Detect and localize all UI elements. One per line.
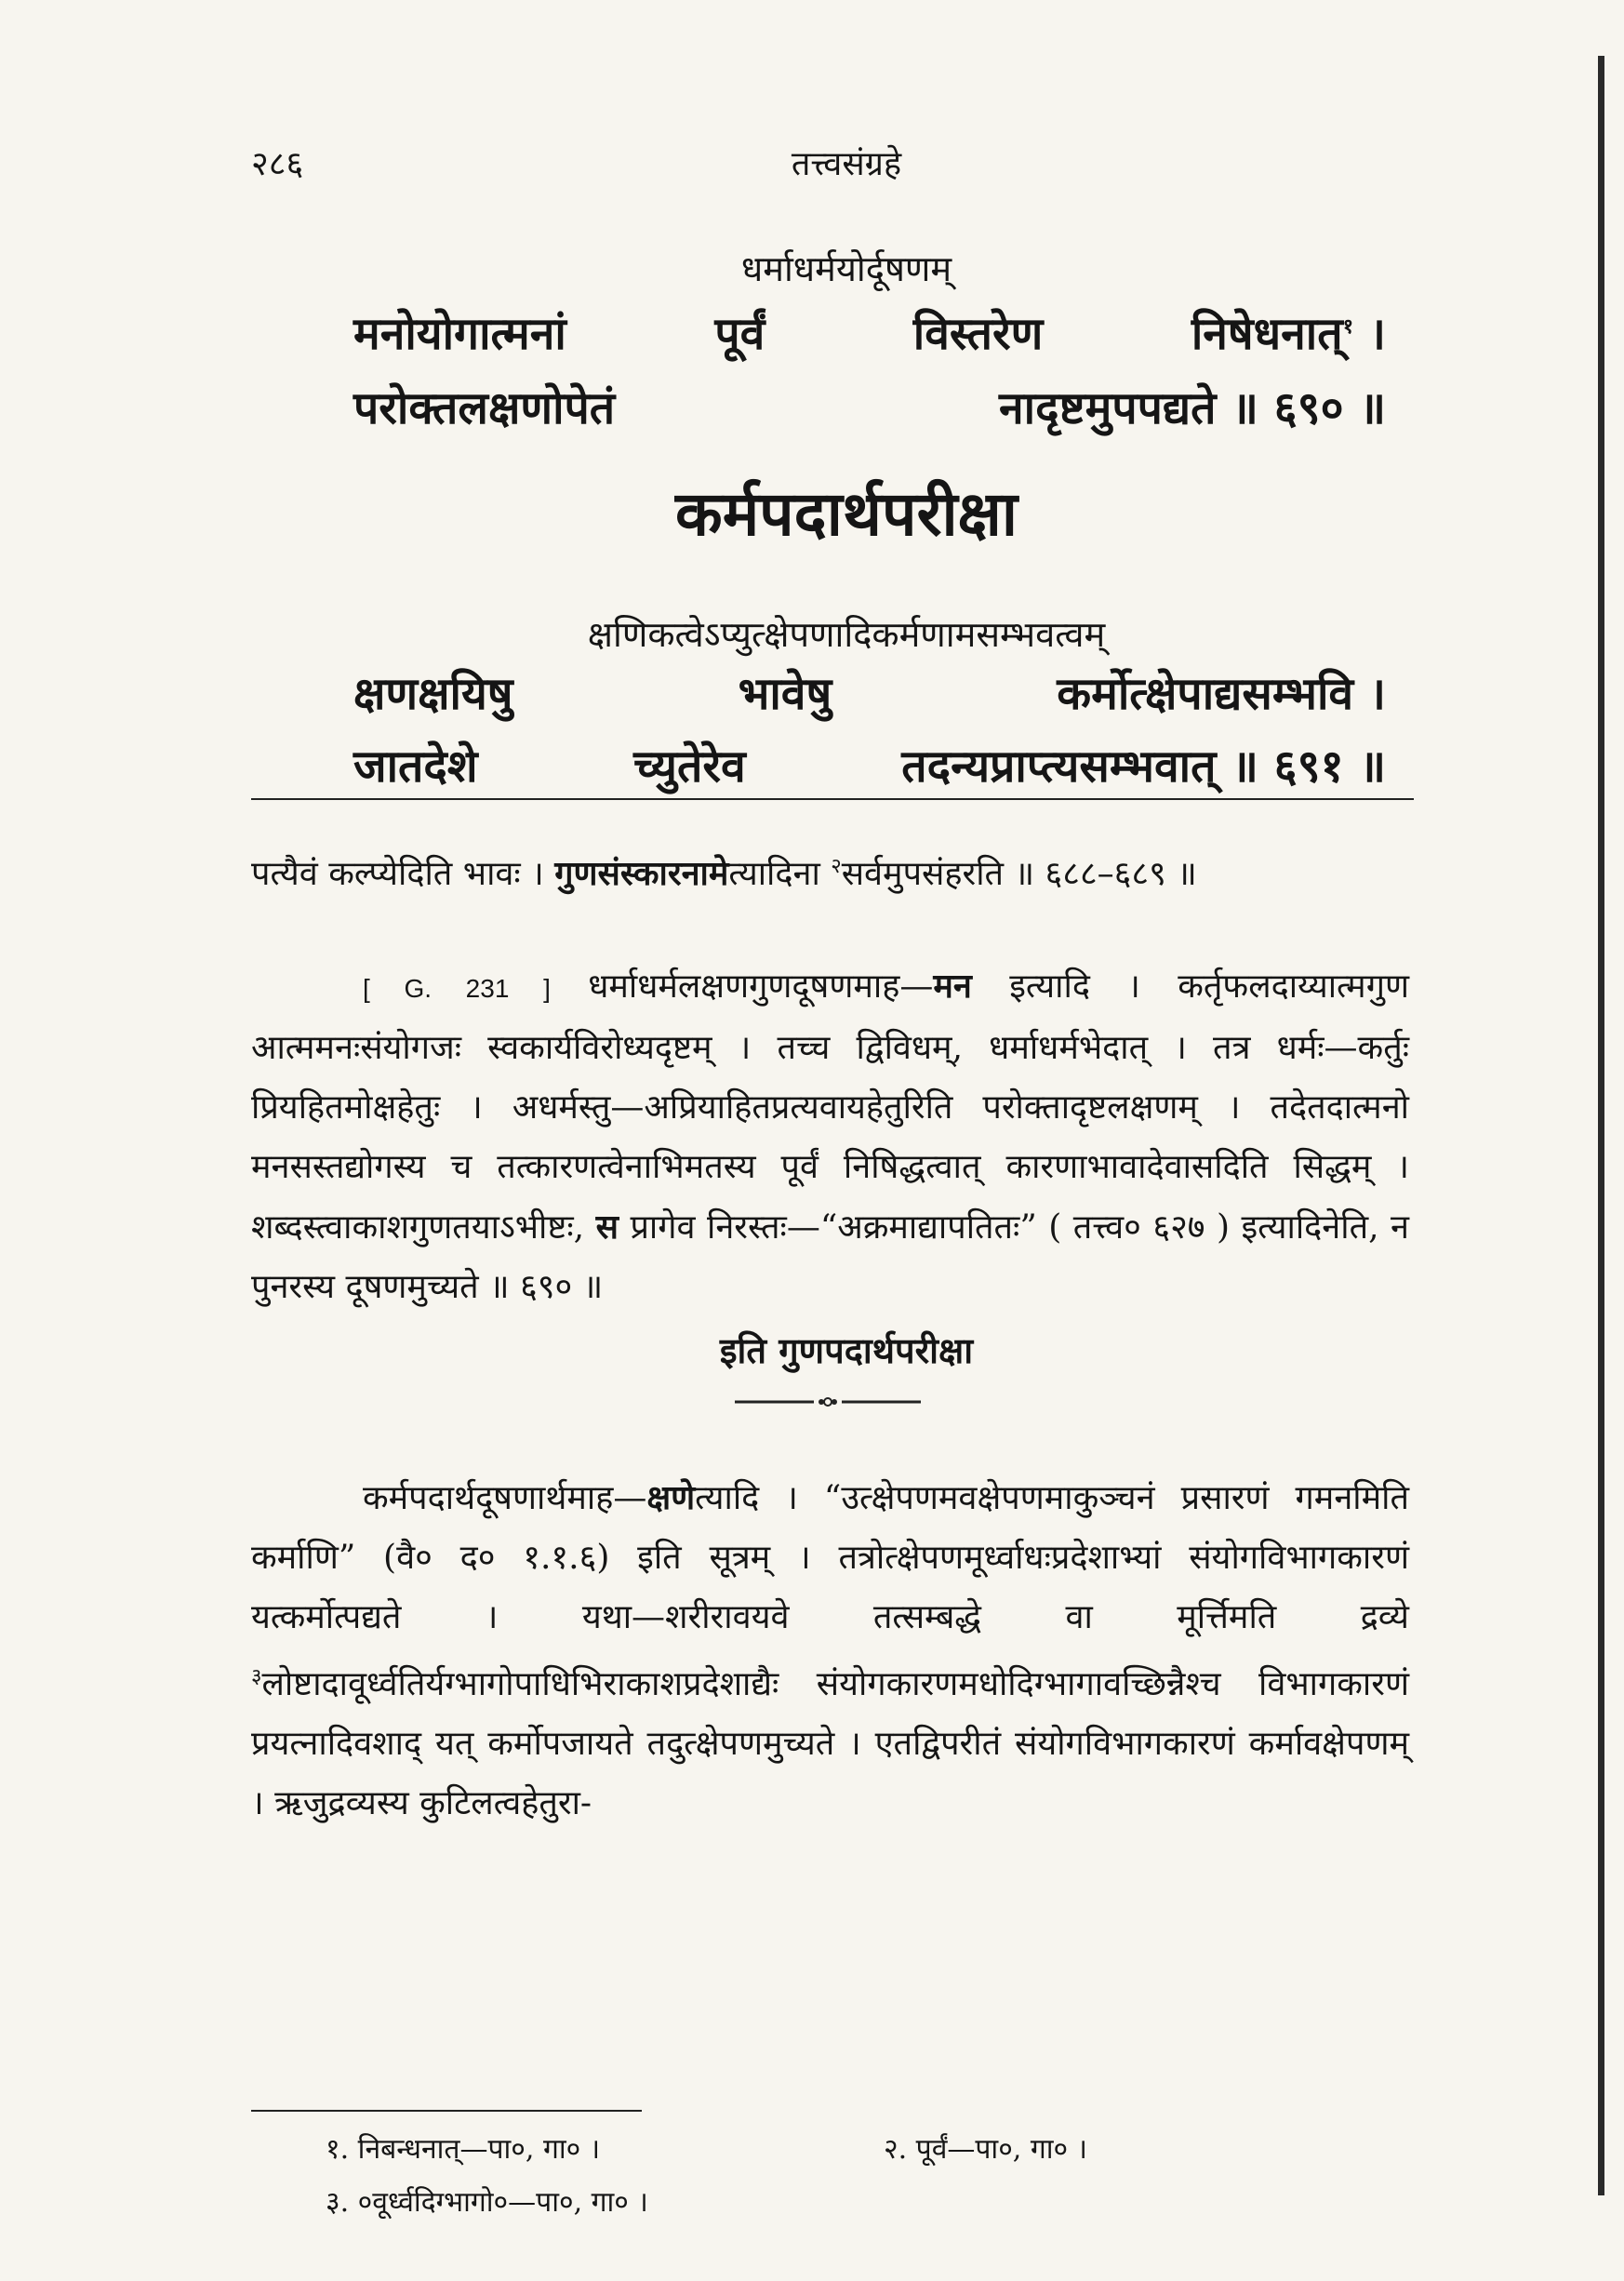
verse-word: परोक्तलक्षणोपेतं [353,382,616,434]
section-title: कर्मपदार्थपरीक्षा [675,477,1018,550]
commentary-paragraph-2: [ G. 231 ] धर्माधर्मलक्षणगुणदूषणमाह—मन इत्यादि । कर्तृफलदाय्यात्मगुण आत्ममनःसंयोगजः स्वकार्यविरोध्यदृष्टम् । तच्च द्विविधम्, धर्माधर्मभेदात् । तत्र धर्मः—कर्तुः प्रियहितमोक्षहेतुः । अधर्मस्तु—अप्रियाहितप्रत्यवायहेतुरिति परोक्तादृष्टलक्षणम् । तदेतदात्मनो मनसस्तद्योगस्य च तत्कारणत्वेनाभिमतस्य पूर्वं निषिद्धत्वात् कारणाभावादेवासदिति सिद्धम् । शब्दस्त्वाकाशगुणतयाऽभीष्टः, स प्रागेव निरस्तः—“अक्रमाद्यापतितः” ( तत्त्व० ६२७ ) इत्यादिनेति, न पुनरस्य दूषणमुच्यते ॥ ६९० ॥ [251,967,1409,1306]
verse-word: क्षणक्षयिषु [353,668,513,720]
footnote-3: ३. ०वूर्ध्वदिग्भागो०—पा०, गा० । [326,2186,648,2219]
commentary-paragraph-3: कर्मपदार्थदूषणार्थमाह—क्षणेत्यादि । “उत्क्षेपणमवक्षेपणमाकुञ्चनं प्रसारणं गमनमिति कर्माणि” (वै० द० १.१.६) इति सूत्रम् । तत्रोत्क्षेपणमूर्ध्वाधःप्रदेशाभ्यां संयोगविभागकारणं यत्कर्मोत्पद्यते । यथा—शरीरावयवे तत्सम्बद्धे वा मूर्त्तिमति द्रव्ये $^३$लोष्टादावूर्ध्वतिर्यग्भागोपाधिभिराकाशप्रदेशाद्यैः संयोगकारणमधोदिग्भागावच्छिन्नैश्च विभागकारणं प्रयत्नादिवशाद् यत् कर्मोपजायते तदुत्क्षेपणमुच्यते । एतद्विपरीतं संयोगविभागकारणं कर्मावक्षेपणम् । ऋजुद्रव्यस्य कुटिलत्वहेतुरा- [251,1478,1409,1822]
source-reference: [ G. 231 ] [363,974,551,1003]
footnote-rule [251,2110,642,2112]
verse-690-title: धर्माधर्मयोर्दूषणम् [740,248,952,289]
commentary-divider [251,798,1414,800]
footnote-marker: ३ [251,1665,262,1688]
verse-word: तदन्यप्राप्त्यसम्भवात् ॥ ६९१ ॥ [901,740,1386,793]
verse-word: निषेधनात्$^१$ । [1191,308,1386,360]
verse-691-title: क्षणिकत्वेऽप्युत्क्षेपणादिकर्मणामसम्भवत्वम् [587,614,1106,655]
verse-word: मनोयोगात्मनां [353,308,566,360]
verse-word: भावेषु [738,668,832,720]
footnote-marker: १ [1342,314,1354,339]
page-binding-edge [1598,56,1604,2195]
verse-691-line-1 [353,662,1386,723]
verse-690-line-2 [353,377,1386,437]
verse-word: विस्तरेण [912,308,1044,360]
verse-word: पूर्वं [714,308,765,360]
verse-691-line-2 [353,735,1386,795]
ornament-divider [735,1393,921,1411]
verse-word: च्युतेरेव [633,740,746,793]
section-end-title: इति गुणपदार्थपरीक्षा [719,1329,974,1371]
commentary-paragraph-1: पत्यैवं कल्प्येदिति भावः । गुणसंस्कारनामेत्यादिना $^२$सर्वमुपसंहरति ॥ ६८८–६८९ ॥ [251,854,1197,893]
footnote-1: १. निबन्धनात्—पा०, गा० । [326,2133,601,2166]
page-header [251,140,1442,195]
page-number: २८६ [251,145,304,183]
verse-word: कर्मोत्क्षेपाद्यसम्भवि । [1057,668,1386,720]
verse-690-line-1 [353,302,1386,363]
running-head: तत्त्वसंग्रहे [791,145,902,183]
footnote-2: २. पूर्वं—पा०, गा० । [884,2133,1088,2166]
verse-word: जातदेशे [353,740,478,793]
verse-word: नादृष्टमुपपद्यते ॥ ६९० ॥ [999,382,1386,434]
footnote-marker: २ [831,855,842,878]
